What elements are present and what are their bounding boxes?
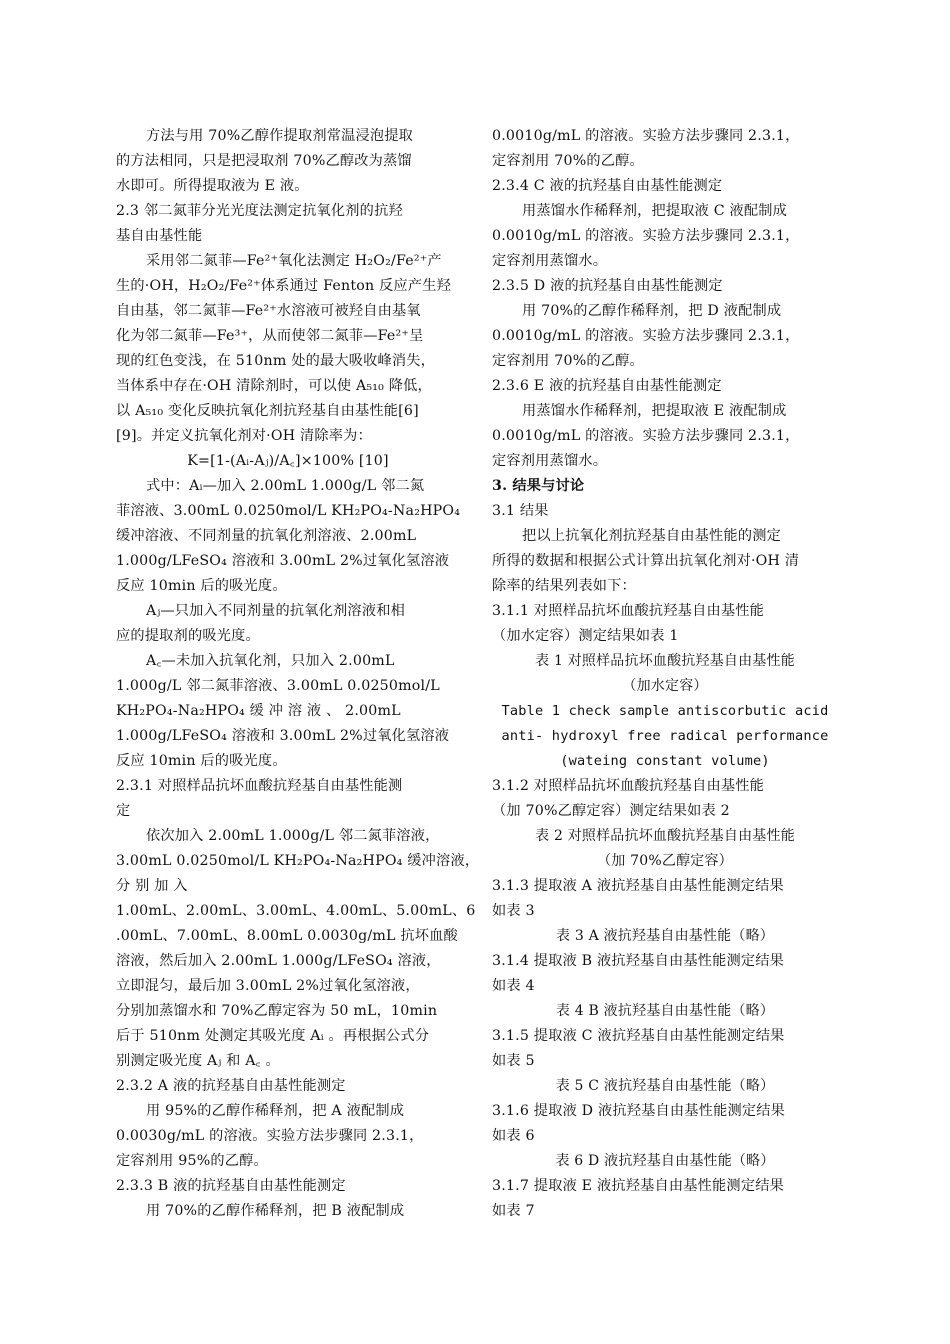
- right-column-text-line: 定容剂用 70%的乙醇。: [492, 153, 644, 169]
- right-column-text-line: 3.1.3 提取液 A 液抗羟基自由基性能测定结果: [492, 878, 784, 894]
- right-column-text-line: anti- hydroxyl free radical performance: [501, 728, 829, 744]
- right-column-text-line: Table 1 check sample antiscorbutic acid: [501, 703, 829, 719]
- right-column-text-line: 3.1.7 提取液 E 液抗羟基自由基性能测定结果: [492, 1178, 784, 1194]
- right-column-text-line: 表 2 对照样品抗坏血酸抗羟基自由基性能: [535, 828, 795, 844]
- right-column-text-line: 2.3.5 D 液的抗羟基自由基性能测定: [492, 278, 723, 294]
- left-column-text-line: 溶液，然后加入 2.00mL 1.000g/LFeSO₄ 溶液，: [116, 953, 441, 969]
- right-column-text-line: 表 3 A 液抗羟基自由基性能（略）: [556, 928, 774, 944]
- left-column-text-line: 当体系中存在·OH 清除剂时，可以使 A₅₁₀ 降低，: [116, 378, 432, 394]
- right-column-text-line: 除率的结果列表如下：: [492, 578, 636, 594]
- left-column-text-line: 1.000g/LFeSO₄ 溶液和 3.00mL 2%过氧化氢溶液: [116, 553, 450, 569]
- right-column-text-line: （加水定容）测定结果如表 1: [492, 628, 679, 644]
- right-column-text-line: 表 6 D 液抗羟基自由基性能（略）: [555, 1153, 775, 1169]
- left-column-text-line: 1.000g/L 邻二氮菲溶液、3.00mL 0.0250mol/L: [116, 678, 440, 694]
- right-column-text-line: （加 70%乙醇定容）: [597, 853, 733, 869]
- right-column-text-line: 3.1.1 对照样品抗坏血酸抗羟基自由基性能: [492, 603, 765, 619]
- left-column-text-line: 分别加蒸馏水和 70%乙醇定容为 50 mL，10min: [116, 1003, 438, 1019]
- right-column-text-line: 把以上抗氧化剂抗羟基自由基性能的测定: [522, 528, 781, 544]
- left-column-text-line: 分 别 加 入: [116, 878, 188, 894]
- left-column-text-line: 采用邻二氮菲—Fe²⁺氧化法测定 H₂O₂/Fe²⁺产: [146, 253, 442, 269]
- right-column-text-line: 0.0010g/mL 的溶液。实验方法步骤同 2.3.1，: [492, 128, 800, 144]
- left-column-text-line: 方法与用 70%乙醇作提取剂常温浸泡提取: [146, 128, 414, 144]
- left-column-text-line: 式中：Aᵢ—加入 2.00mL 1.000g/L 邻二氮: [146, 478, 425, 494]
- right-column-text-line: 2.3.6 E 液的抗羟基自由基性能测定: [492, 378, 722, 394]
- left-column-text-line: 2.3.3 B 液的抗羟基自由基性能测定: [116, 1178, 346, 1194]
- left-column-text-line: .00mL、7.00mL、8.00mL 0.0030g/mL 抗坏血酸: [116, 928, 458, 944]
- right-column-text-line: 所得的数据和根据公式计算出抗氧化剂对·OH 清: [492, 553, 800, 569]
- right-column-text-line: 如表 5: [492, 1053, 535, 1069]
- left-column-text-line: Aⱼ—只加入不同剂量的抗氧化剂溶液和相: [146, 603, 405, 619]
- left-column-text-line: 立即混匀，最后加 3.00mL 2%过氧化氢溶液，: [116, 978, 420, 994]
- left-column-text-line: 菲溶液、3.00mL 0.0250mol/L KH₂PO₄-Na₂HPO₄: [116, 503, 461, 519]
- right-column-text-line: 定容剂用蒸馏水。: [492, 253, 608, 269]
- right-column-text-line: 用蒸馏水作稀释剂，把提取液 C 液配制成: [522, 203, 788, 219]
- right-column-text-line: 表 4 B 液抗羟基自由基性能（略）: [555, 1003, 775, 1019]
- right-column-text-line: 表 5 C 液抗羟基自由基性能（略）: [555, 1078, 775, 1094]
- left-column-text-line: 基自由基性能: [116, 228, 203, 244]
- right-column: [492, 124, 838, 1224]
- right-column-text-line: 如表 4: [492, 978, 535, 994]
- right-column-text-line: 3. 结果与讨论: [492, 478, 585, 494]
- right-column-text-line: 用 70%的乙醇作稀释剂，把 D 液配制成: [522, 303, 782, 319]
- right-column-text-line: (wateing constant volume): [560, 753, 770, 769]
- right-column-text-line: 如表 7: [492, 1203, 535, 1219]
- left-column-text-line: 水即可。所得提取液为 E 液。: [116, 178, 309, 194]
- right-column-text-line: （加 70%乙醇定容）测定结果如表 2: [492, 803, 730, 819]
- right-column-text-line: 表 1 对照样品抗坏血酸抗羟基自由基性能: [535, 653, 795, 669]
- right-column-text-line: 用蒸馏水作稀释剂，把提取液 E 液配制成: [522, 403, 787, 419]
- right-column-text-line: 如表 3: [492, 903, 535, 919]
- right-column-text-line: 2.3.4 C 液的抗羟基自由基性能测定: [492, 178, 723, 194]
- left-column-text-line: 别测定吸光度 Aⱼ 和 A꜀ 。: [116, 1053, 280, 1069]
- left-column-text-line: K=[1-(Aᵢ-Aⱼ)/A꜀]×100% [10]: [187, 453, 389, 469]
- left-column-text-line: 定: [116, 803, 131, 819]
- left-column-text-line: 以 A₅₁₀ 变化反映抗氧化剂抗羟基自由基性能[6]: [116, 403, 419, 419]
- left-column-text-line: KH₂PO₄-Na₂HPO₄ 缓 冲 溶 液 、 2.00mL: [116, 703, 401, 719]
- left-column-text-line: 3.00mL 0.0250mol/L KH₂PO₄-Na₂HPO₄ 缓冲溶液，: [116, 853, 480, 869]
- left-column-text-line: 用 70%的乙醇作稀释剂，把 B 液配制成: [146, 1203, 405, 1219]
- right-column-text-line: 3.1 结果: [492, 503, 549, 519]
- left-column-text-line: 2.3.1 对照样品抗坏血酸抗羟基自由基性能测: [116, 778, 403, 794]
- right-column-text-line: 0.0010g/mL 的溶液。实验方法步骤同 2.3.1，: [492, 428, 800, 444]
- right-column-text-line: 如表 6: [492, 1128, 535, 1144]
- left-column-text-line: 应的提取剂的吸光度。: [116, 628, 260, 644]
- left-column-text-line: 1.00mL、2.00mL、3.00mL、4.00mL、5.00mL、6: [116, 903, 476, 919]
- left-column-text-line: [9]。并定义抗氧化剂对·OH 清除率为：: [116, 428, 372, 444]
- left-column-text-line: 自由基，邻二氮菲—Fe²⁺水溶液可被羟自由基氧: [116, 303, 421, 319]
- right-column-text-line: 0.0010g/mL 的溶液。实验方法步骤同 2.3.1，: [492, 328, 800, 344]
- left-column-text-line: 定容剂用 95%的乙醇。: [116, 1153, 268, 1169]
- right-column-text-line: 3.1.6 提取液 D 液抗羟基自由基性能测定结果: [492, 1103, 786, 1119]
- left-column-text-line: 缓冲溶液、不同剂量的抗氧化剂溶液、2.00mL: [116, 528, 417, 544]
- right-column-text-line: （加水定容）: [622, 678, 708, 694]
- right-column-text-line: 3.1.2 对照样品抗坏血酸抗羟基自由基性能: [492, 778, 765, 794]
- left-column-text-line: 的方法相同，只是把浸取剂 70%乙醇改为蒸馏: [116, 153, 412, 169]
- left-column-text-line: 依次加入 2.00mL 1.000g/L 邻二氮菲溶液，: [146, 828, 440, 844]
- left-column-text-line: 2.3.2 A 液的抗羟基自由基性能测定: [116, 1078, 346, 1094]
- left-column-text-line: 反应 10min 后的吸光度。: [116, 578, 287, 594]
- left-column-text-line: 现的红色变浅，在 510nm 处的最大吸收峰消失，: [116, 353, 436, 369]
- left-column-text-line: A꜀—未加入抗氧化剂，只加入 2.00mL: [146, 653, 395, 669]
- left-column-text-line: 1.000g/LFeSO₄ 溶液和 3.00mL 2%过氧化氢溶液: [116, 728, 450, 744]
- left-column-text-line: 化为邻二氮菲—Fe³⁺，从而使邻二氮菲—Fe²⁺呈: [116, 328, 424, 344]
- right-column-text-line: 3.1.4 提取液 B 液抗羟基自由基性能测定结果: [492, 953, 785, 969]
- left-column-text-line: 后于 510nm 处测定其吸光度 Aᵢ 。再根据公式分: [116, 1028, 430, 1044]
- right-column-text-line: 3.1.5 提取液 C 液抗羟基自由基性能测定结果: [492, 1028, 785, 1044]
- right-column-text-line: 定容剂用蒸馏水。: [492, 453, 608, 469]
- left-column: [116, 124, 480, 1224]
- right-column-text-line: 0.0010g/mL 的溶液。实验方法步骤同 2.3.1，: [492, 228, 800, 244]
- left-column-text-line: 反应 10min 后的吸光度。: [116, 753, 287, 769]
- left-column-text-line: 0.0030g/mL 的溶液。实验方法步骤同 2.3.1，: [116, 1128, 424, 1144]
- left-column-text-line: 2.3 邻二氮菲分光光度法测定抗氧化剂的抗羟: [116, 203, 403, 219]
- left-column-text-line: 用 95%的乙醇作稀释剂，把 A 液配制成: [146, 1103, 405, 1119]
- left-column-text-line: 生的·OH，H₂O₂/Fe²⁺体系通过 Fenton 反应产生羟: [116, 278, 451, 294]
- right-column-text-line: 定容剂用 70%的乙醇。: [492, 353, 644, 369]
